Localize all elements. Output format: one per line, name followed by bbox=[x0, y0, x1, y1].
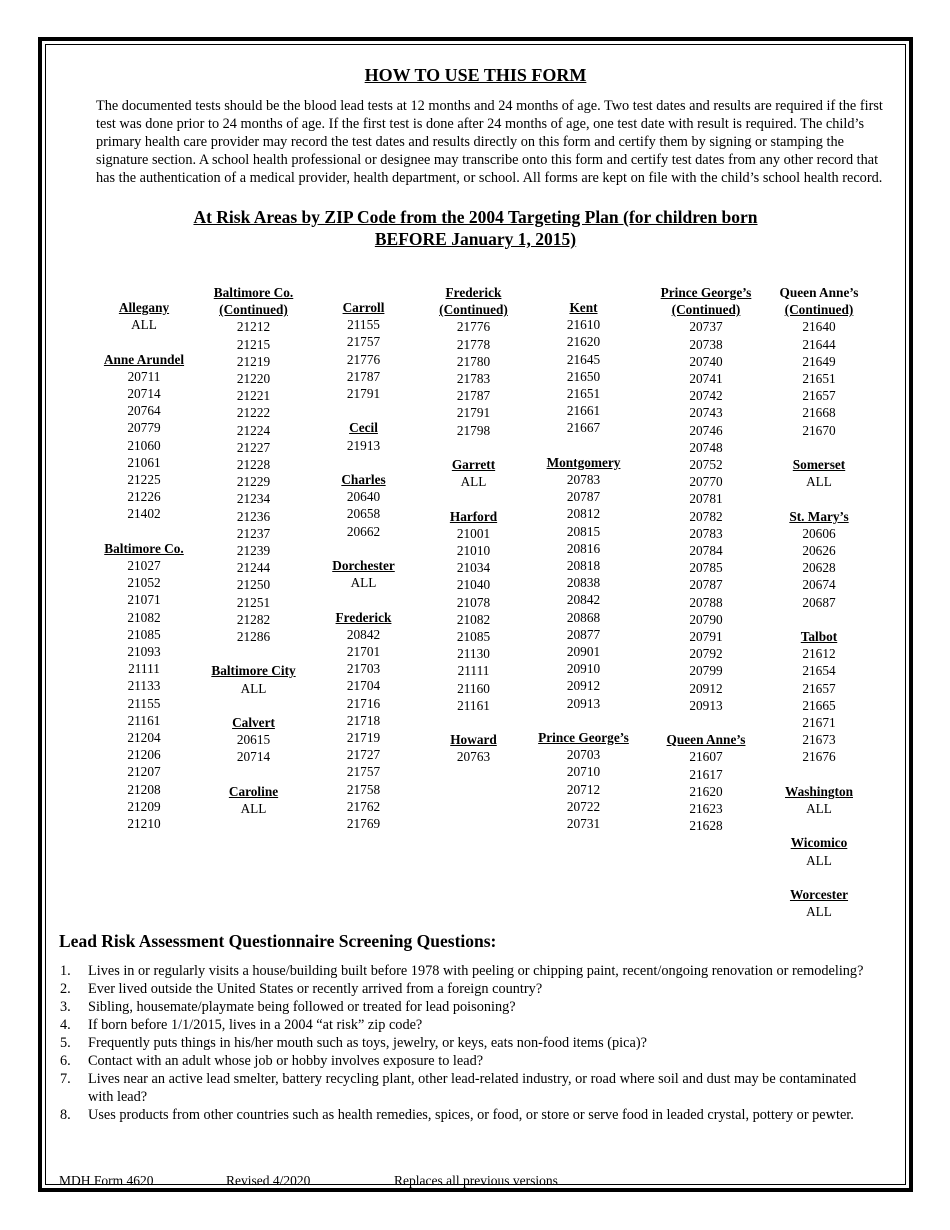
zip-code: 20788 bbox=[689, 594, 723, 610]
zip-code: 20658 bbox=[346, 506, 381, 522]
county-header: Kent bbox=[569, 300, 598, 315]
zip-code: ALL bbox=[240, 801, 267, 816]
spacer bbox=[311, 403, 416, 419]
spacer bbox=[196, 646, 311, 662]
zip-code: ALL bbox=[806, 904, 832, 920]
question-item bbox=[60, 1070, 880, 1106]
zip-code: 20781 bbox=[689, 491, 723, 507]
zip-code: 21718 bbox=[346, 712, 381, 728]
zip-code: 21155 bbox=[347, 317, 380, 333]
zip-code: 21780 bbox=[456, 353, 491, 369]
county-header: Allegany bbox=[118, 300, 170, 315]
zip-code: 20815 bbox=[566, 523, 601, 539]
spacer bbox=[764, 491, 874, 507]
zip-code: 21219 bbox=[236, 353, 271, 369]
zip-code: ALL bbox=[460, 474, 487, 490]
zip-code: 21215 bbox=[236, 336, 271, 352]
county-header: Baltimore Co. bbox=[104, 540, 184, 556]
zip-code: 20738 bbox=[689, 336, 723, 352]
question-number: 3. bbox=[60, 999, 71, 1015]
zip-code: 21645 bbox=[566, 351, 601, 367]
zip-code: 21783 bbox=[456, 371, 491, 386]
zip-code: 20779 bbox=[127, 420, 161, 436]
zip-code: 20791 bbox=[689, 629, 723, 644]
question-number: 6. bbox=[60, 1053, 71, 1069]
zip-code: 21787 bbox=[456, 388, 491, 404]
zip-code: 20783 bbox=[566, 472, 601, 487]
zip-code: 20838 bbox=[566, 575, 601, 591]
county-header: Queen Anne’s bbox=[779, 285, 859, 300]
zip-code: 21757 bbox=[346, 764, 381, 780]
zip-code: 21204 bbox=[127, 730, 161, 745]
county-header: Howard bbox=[450, 732, 497, 748]
zip-code: 20722 bbox=[566, 798, 601, 814]
zip-code: 21234 bbox=[236, 491, 271, 507]
spacer bbox=[84, 334, 204, 350]
zip-code: ALL bbox=[806, 852, 832, 868]
county-header: St. Mary’s bbox=[789, 508, 849, 524]
county-header: (Continued) bbox=[219, 302, 288, 318]
zip-code: 21208 bbox=[127, 781, 161, 797]
zip-code: 21001 bbox=[456, 525, 491, 541]
zip-code: 21226 bbox=[127, 489, 161, 505]
zip-code: 21791 bbox=[456, 405, 491, 421]
zip-code: 21221 bbox=[236, 388, 271, 404]
county-header: Talbot bbox=[800, 629, 838, 644]
zip-code: 20703 bbox=[566, 747, 601, 763]
zip-code: 21085 bbox=[127, 626, 161, 642]
county-header: Garrett bbox=[451, 457, 496, 472]
zip-code: 21111 bbox=[457, 663, 490, 679]
zip-code: 21673 bbox=[802, 732, 836, 748]
spacer bbox=[421, 491, 526, 507]
zip-code: 20741 bbox=[689, 371, 723, 386]
county-header: Carroll bbox=[342, 300, 385, 315]
county-header: Frederick bbox=[445, 285, 502, 300]
zip-code: 21654 bbox=[802, 663, 836, 679]
zip-code: 21671 bbox=[802, 715, 836, 730]
county-header: Queen Anne’s bbox=[666, 732, 746, 748]
zip-code: 20748 bbox=[689, 439, 723, 455]
question-number: 5. bbox=[60, 1035, 71, 1051]
zip-section-title-line2: BEFORE January 1, 2015) bbox=[374, 229, 577, 249]
question-item bbox=[60, 1034, 880, 1052]
county-header: Dorchester bbox=[332, 558, 395, 573]
zip-code: 21704 bbox=[346, 678, 381, 694]
spacer bbox=[311, 455, 416, 471]
zip-code: 21040 bbox=[456, 577, 491, 593]
zip-code: 21703 bbox=[346, 661, 381, 677]
zip-code: 21286 bbox=[236, 629, 271, 644]
zip-code: ALL bbox=[131, 317, 157, 333]
zip-code: 21651 bbox=[802, 371, 836, 386]
zip-code: 20740 bbox=[689, 353, 723, 369]
zip-code: 21791 bbox=[346, 386, 381, 401]
county-header: Prince George’s bbox=[660, 285, 752, 300]
zip-code: 21155 bbox=[127, 695, 161, 711]
question-item bbox=[60, 962, 880, 980]
zip-code: 21093 bbox=[127, 644, 161, 659]
footer-replaces: Replaces all previous versions bbox=[394, 1173, 558, 1188]
zip-code: 21651 bbox=[566, 386, 601, 401]
zip-code: 21798 bbox=[456, 422, 491, 438]
zip-code: 21665 bbox=[802, 697, 836, 713]
zip-code: 20901 bbox=[566, 644, 601, 659]
zip-code: 21078 bbox=[456, 594, 491, 610]
zip-code: 21133 bbox=[127, 678, 161, 694]
zip-code: 21237 bbox=[236, 525, 271, 541]
zip-code: ALL bbox=[806, 474, 832, 490]
zip-code: 20792 bbox=[689, 646, 723, 662]
zip-code: 21610 bbox=[566, 317, 601, 333]
question-text: Uses products from other countries such as health remedies, spices, or food, or store or serve food in leaded crystal, pottery or pewter. bbox=[88, 1107, 854, 1123]
county-header: Baltimore Co. bbox=[213, 285, 294, 300]
zip-code: 20770 bbox=[689, 474, 723, 490]
zip-code: 20912 bbox=[689, 680, 723, 696]
zip-code: 21769 bbox=[346, 816, 381, 831]
zip-code: 20784 bbox=[689, 543, 723, 558]
zip-code: 21060 bbox=[127, 437, 161, 453]
zip-code: 21657 bbox=[802, 388, 836, 404]
zip-code: 21727 bbox=[346, 747, 381, 763]
zip-code: 21227 bbox=[236, 439, 271, 455]
zip-code: 20731 bbox=[566, 816, 601, 831]
zip-code: 20674 bbox=[802, 577, 836, 593]
zip-code: 21623 bbox=[689, 801, 723, 816]
county-header: Prince George’s bbox=[538, 730, 629, 745]
zip-code: 21071 bbox=[127, 592, 161, 608]
zip-code: 20737 bbox=[689, 319, 723, 335]
zip-code: 21628 bbox=[689, 818, 723, 834]
zip-code: 20842 bbox=[566, 592, 601, 608]
zip-code: 21027 bbox=[127, 558, 161, 573]
zip-code: 21206 bbox=[127, 747, 161, 763]
zip-code: 21776 bbox=[346, 351, 381, 367]
county-header: Calvert bbox=[232, 715, 275, 730]
question-text: Sibling, housemate/playmate being followed or treated for lead poisoning? bbox=[88, 999, 516, 1015]
zip-code: 21160 bbox=[457, 680, 490, 696]
spacer bbox=[764, 870, 874, 886]
zip-code: 21778 bbox=[456, 336, 491, 352]
question-number: 8. bbox=[60, 1107, 71, 1123]
county-header: (Continued) bbox=[784, 302, 854, 318]
zip-code: 21620 bbox=[689, 783, 723, 799]
zip-code: 21061 bbox=[127, 454, 161, 470]
zip-code: 21222 bbox=[236, 405, 271, 421]
zip-code: 21617 bbox=[689, 766, 723, 782]
form-border-inner bbox=[45, 44, 906, 1188]
spacer bbox=[521, 438, 646, 454]
zip-code: 21668 bbox=[802, 405, 836, 421]
spacer bbox=[764, 767, 874, 783]
spacer bbox=[646, 715, 766, 731]
question-item bbox=[60, 998, 880, 1016]
zip-code: 20912 bbox=[566, 678, 601, 694]
spacer bbox=[421, 440, 526, 456]
question-item bbox=[60, 1016, 880, 1034]
zip-code: 21640 bbox=[802, 319, 836, 335]
county-header: Caroline bbox=[228, 783, 279, 799]
zip-code: 21644 bbox=[802, 336, 836, 352]
zip-code: 21228 bbox=[236, 457, 271, 472]
form-border-outer bbox=[38, 37, 913, 1192]
question-number: 7. bbox=[60, 1071, 71, 1087]
zip-code: 20877 bbox=[566, 626, 601, 642]
question-text: Frequently puts things in his/her mouth such as toys, jewelry, or keys, eats non-food items (pica)? bbox=[88, 1035, 647, 1051]
county-header: Cecil bbox=[349, 420, 378, 436]
zip-code: 21676 bbox=[802, 749, 836, 765]
zip-code: 20687 bbox=[802, 594, 836, 610]
zip-code: 21085 bbox=[456, 629, 491, 644]
zip-code: 21667 bbox=[566, 420, 601, 436]
footer-form-number: MDH Form 4620 bbox=[59, 1173, 154, 1188]
zip-code: 20763 bbox=[456, 749, 491, 765]
zip-code: 21010 bbox=[456, 543, 491, 558]
zip-code: 20799 bbox=[689, 663, 723, 679]
spacer bbox=[764, 440, 874, 456]
zip-code: 21719 bbox=[346, 730, 381, 745]
zip-code: 21207 bbox=[127, 764, 161, 780]
zip-code: 20746 bbox=[689, 422, 723, 438]
zip-code: 21612 bbox=[802, 646, 836, 662]
zip-code: 20782 bbox=[689, 508, 723, 524]
zip-code: 21787 bbox=[346, 368, 381, 384]
zip-code: 20615 bbox=[236, 732, 271, 748]
zip-code: 20640 bbox=[346, 489, 381, 505]
zip-code: 20790 bbox=[689, 611, 723, 627]
zip-code: 21161 bbox=[457, 697, 490, 713]
zip-code: 21607 bbox=[689, 749, 723, 765]
question-number: 4. bbox=[60, 1017, 71, 1033]
zip-code: 21161 bbox=[127, 712, 161, 728]
zip-code: 20714 bbox=[127, 386, 161, 401]
county-header: Anne Arundel bbox=[103, 351, 185, 367]
zip-section-title bbox=[46, 206, 905, 250]
zip-code: 20812 bbox=[566, 506, 601, 522]
spacer bbox=[311, 541, 416, 557]
zip-code: 21244 bbox=[236, 560, 271, 576]
zip-code: 21251 bbox=[236, 594, 271, 610]
county-header: Somerset bbox=[792, 457, 846, 472]
question-number: 1. bbox=[60, 963, 71, 979]
question-number: 2. bbox=[60, 981, 71, 997]
spacer bbox=[764, 612, 874, 628]
page-title: HOW TO USE THIS FORM bbox=[364, 65, 587, 85]
zip-code: 20743 bbox=[689, 405, 723, 421]
question-text: Contact with an adult whose job or hobby involves exposure to lead? bbox=[88, 1053, 484, 1069]
question-item bbox=[60, 1052, 880, 1070]
zip-code: 20764 bbox=[127, 403, 161, 419]
zip-code: 20787 bbox=[689, 577, 723, 593]
zip-code: 21210 bbox=[127, 816, 161, 831]
zip-code: 21649 bbox=[802, 353, 836, 369]
county-header: Worcester bbox=[789, 887, 849, 902]
zip-code: 21034 bbox=[456, 560, 491, 576]
zip-code: 20868 bbox=[566, 609, 601, 625]
zip-code: 21082 bbox=[456, 611, 491, 627]
county-header: Baltimore City bbox=[211, 663, 296, 679]
zip-code: 20910 bbox=[566, 661, 601, 677]
zip-code: ALL bbox=[350, 575, 377, 591]
spacer bbox=[421, 715, 526, 731]
question-item bbox=[60, 1106, 880, 1124]
zip-code: 20818 bbox=[566, 558, 601, 573]
zip-code: 20662 bbox=[346, 523, 381, 539]
county-header: (Continued) bbox=[439, 302, 508, 318]
zip-code: 21701 bbox=[346, 644, 381, 659]
zip-code: 21620 bbox=[566, 334, 601, 350]
county-header: Charles bbox=[341, 472, 386, 487]
county-header: (Continued) bbox=[671, 302, 741, 318]
intro-paragraph: The documented tests should be the blood lead tests at 12 months and 24 months of age. Two test dates and results are required if the first test was done prior to 24 months of age. If the first test is done after 24 months of age, one test date with result is required. The child’s primary health care provider may record the test dates and results directly on this form and certify them by signing or stamping the signature section. A school health professional or designee may transcribe onto this form and certify test dates from any other record that has the authentication of a medical provider, health department, or school. All forms are kept on file with the child’s school health record. bbox=[96, 98, 883, 186]
question-text: If born before 1/1/2015, lives in a 2004 “at risk” zip code? bbox=[88, 1017, 423, 1033]
zip-code: 20710 bbox=[566, 764, 601, 780]
question-text: Ever lived outside the United States or recently arrived from a foreign country? bbox=[88, 981, 543, 997]
zip-code: 21757 bbox=[346, 334, 381, 350]
zip-code: 21130 bbox=[457, 646, 490, 662]
county-header: Washington bbox=[785, 783, 853, 799]
zip-code: 20714 bbox=[236, 749, 271, 765]
zip-code: 21282 bbox=[236, 611, 271, 627]
spacer bbox=[521, 713, 646, 729]
zip-code: 21758 bbox=[346, 781, 381, 797]
zip-code: 20913 bbox=[689, 697, 723, 713]
zip-code: 20628 bbox=[802, 560, 836, 576]
zip-code: 21052 bbox=[127, 575, 161, 591]
zip-code: 21670 bbox=[802, 422, 836, 438]
zip-code: 21657 bbox=[802, 680, 836, 696]
footer-revised: Revised 4/2020 bbox=[226, 1173, 311, 1188]
zip-code: ALL bbox=[806, 801, 832, 816]
zip-code: 20606 bbox=[802, 525, 836, 541]
zip-code: 20742 bbox=[689, 388, 723, 404]
zip-code: 21082 bbox=[127, 609, 161, 625]
zip-code: 21776 bbox=[456, 319, 491, 335]
zip-code: 21209 bbox=[127, 798, 161, 814]
county-header: Montgomery bbox=[546, 454, 621, 470]
questions-list bbox=[60, 962, 880, 1124]
county-header: Wicomico bbox=[790, 835, 848, 851]
zip-code: 21250 bbox=[236, 577, 271, 593]
zip-code: 21229 bbox=[236, 474, 271, 490]
county-header: Frederick bbox=[335, 609, 392, 625]
zip-code: 21913 bbox=[346, 437, 381, 453]
zip-code: 21224 bbox=[236, 422, 271, 438]
zip-code: 20816 bbox=[566, 540, 601, 556]
zip-code: 20913 bbox=[566, 695, 601, 711]
spacer bbox=[84, 524, 204, 540]
zip-code: 21220 bbox=[236, 371, 271, 386]
zip-code: 21225 bbox=[127, 472, 161, 487]
questions-title: Lead Risk Assessment Questionnaire Screening Questions: bbox=[59, 931, 497, 951]
zip-code: 21212 bbox=[236, 319, 271, 335]
spacer bbox=[196, 698, 311, 714]
zip-code: 21236 bbox=[236, 508, 271, 524]
spacer bbox=[764, 818, 874, 834]
zip-code: 20783 bbox=[689, 525, 723, 541]
zip-code: 20626 bbox=[802, 543, 836, 558]
spacer bbox=[196, 767, 311, 783]
zip-code: 20711 bbox=[127, 368, 161, 384]
question-text: Lives in or regularly visits a house/building built before 1978 with peeling or chipping paint, recent/ongoing renovation or remodeling? bbox=[88, 963, 864, 979]
zip-code: 21239 bbox=[236, 543, 271, 558]
zip-code: 20842 bbox=[346, 626, 381, 642]
zip-code: 20785 bbox=[689, 560, 723, 576]
zip-code: 21661 bbox=[566, 403, 601, 419]
question-item bbox=[60, 980, 880, 998]
county-header: Harford bbox=[449, 508, 498, 524]
zip-code: 20787 bbox=[566, 489, 601, 505]
zip-code: 21650 bbox=[566, 368, 601, 384]
spacer bbox=[311, 592, 416, 608]
zip-code: 21402 bbox=[127, 506, 161, 522]
question-text: Lives near an active lead smelter, battery recycling plant, other lead-related industry, or road where soil and dust may be contaminated with lead? bbox=[88, 1071, 857, 1105]
zip-code: 21111 bbox=[128, 661, 160, 677]
zip-code: 20752 bbox=[689, 457, 723, 472]
zip-code: 21762 bbox=[346, 798, 381, 814]
zip-section-title-line1: At Risk Areas by ZIP Code from the 2004 Targeting Plan (for children born bbox=[193, 207, 758, 227]
zip-code: 20712 bbox=[566, 781, 601, 797]
zip-code: ALL bbox=[240, 680, 267, 696]
zip-code: 21716 bbox=[346, 695, 381, 711]
